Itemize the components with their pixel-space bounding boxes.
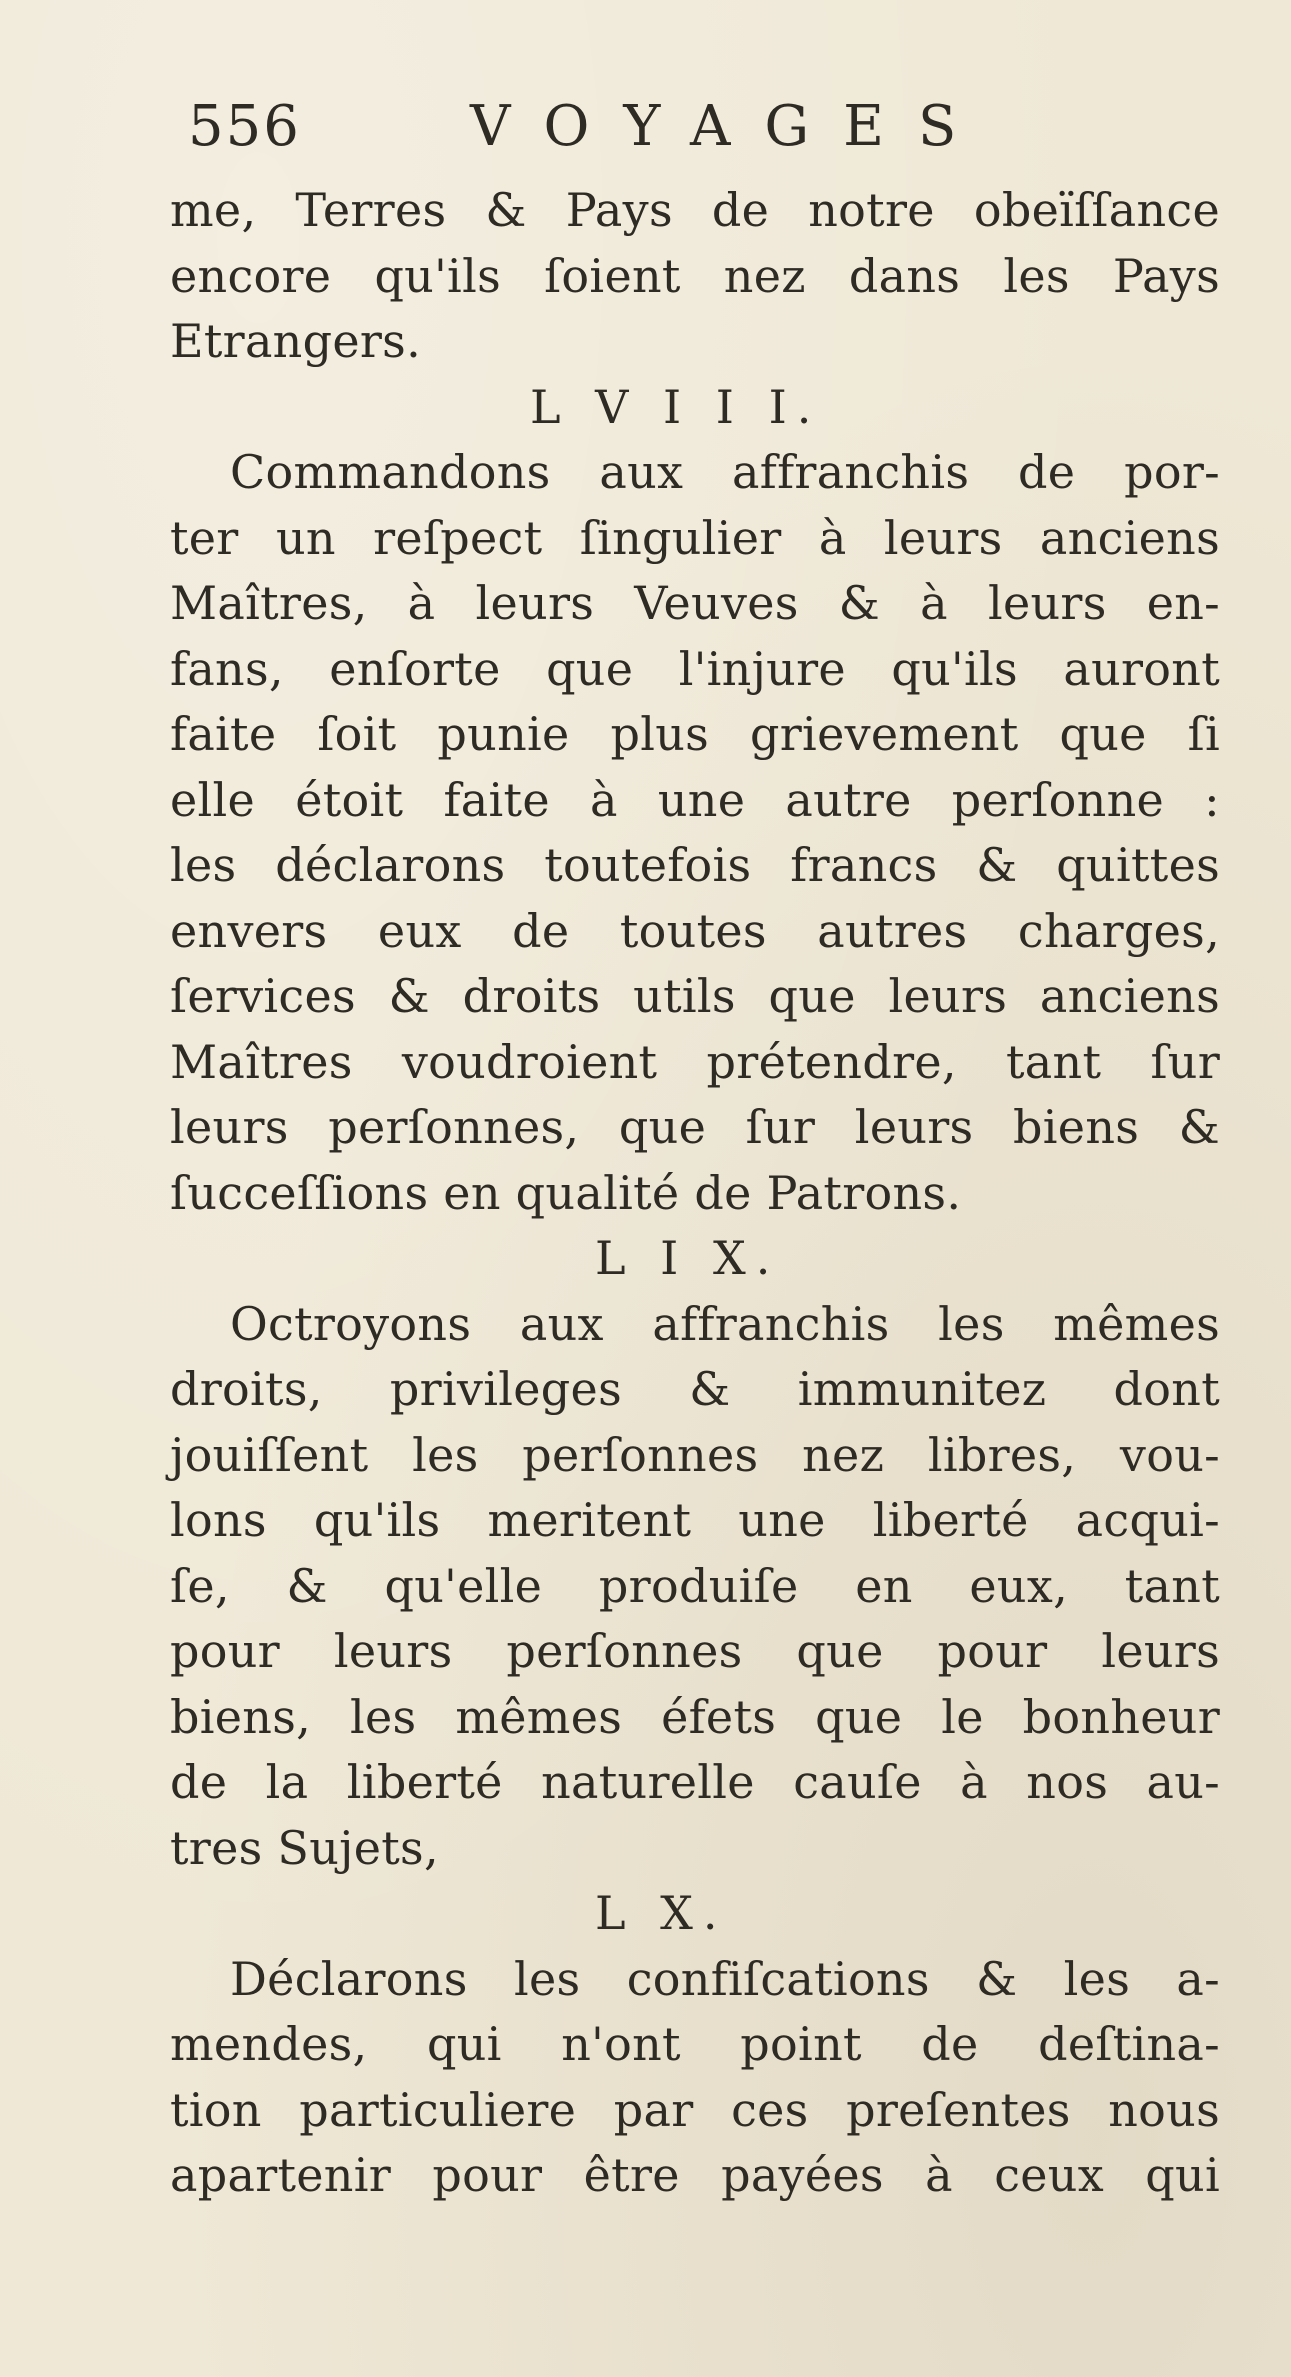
text-line: ſucceſſions en qualité de Patrons. [170, 1165, 962, 1220]
text-line: tres Sujets, [170, 1820, 439, 1875]
text-line: jouiſſent les perſonnes nez libres, vou- [170, 1427, 1220, 1482]
body-text [170, 178, 1220, 2209]
text-line: fans, enſorte que l'injure qu'ils auront [170, 641, 1220, 696]
article-heading-59: L I X. [595, 1231, 781, 1285]
text-line: lons qu'ils meritent une liberté acqui- [170, 1493, 1220, 1547]
text-line: de la liberté naturelle cauſe à nos au- [170, 1755, 1220, 1809]
text-line: me, Terres & Pays de notre obeïſſance [170, 183, 1220, 237]
text-line: Maîtres voudroient prétendre, tant ſur [170, 1034, 1220, 1089]
text-line: mendes, qui n'ont point de deſtina- [170, 2017, 1220, 2071]
page-header [170, 88, 1220, 178]
text-line: Etrangers. [170, 314, 421, 368]
text-line: ſe, & qu'elle produiſe en eux, tant [170, 1558, 1220, 1613]
text-line: leurs perſonnes, que ſur leurs biens & [170, 1100, 1220, 1154]
text-line: Commandons aux affranchis de por- [230, 445, 1220, 499]
text-line: ter un reſpect ſingulier à leurs anciens [170, 510, 1220, 565]
text-line: droits, privileges & immunitez dont [170, 1362, 1220, 1416]
book-page [170, 88, 1220, 2209]
text-line: Maîtres, à leurs Veuves & à leurs en- [170, 576, 1220, 630]
text-line: ſervices & droits utils que leurs anciens [170, 969, 1220, 1023]
text-line: faite ſoit punie plus grievement que ſi [170, 707, 1220, 761]
text-line: apartenir pour être payées à ceux qui [170, 2148, 1220, 2202]
article-heading-58: L V I I I. [530, 379, 822, 434]
text-line: envers eux de toutes autres charges, [170, 903, 1220, 958]
running-title: VOYAGES [470, 94, 991, 159]
text-line: tion particuliere par ces preſentes nous [170, 2082, 1220, 2137]
text-line: Octroyons aux affranchis les mêmes [230, 1296, 1220, 1351]
text-line: encore qu'ils ſoient nez dans les Pays [170, 248, 1220, 303]
text-line: biens, les mêmes éfets que le bonheur [170, 1689, 1220, 1744]
page-number: 556 [188, 94, 301, 159]
text-line: les déclarons toutefois francs & quittes [170, 838, 1220, 892]
text-line: pour leurs perſonnes que pour leurs [170, 1624, 1220, 1678]
text-line: elle étoit faite à une autre perſonne : [170, 772, 1220, 827]
text-line: Déclarons les confiſcations & les a- [230, 1951, 1220, 2006]
article-heading-60: L X. [595, 1886, 728, 1940]
